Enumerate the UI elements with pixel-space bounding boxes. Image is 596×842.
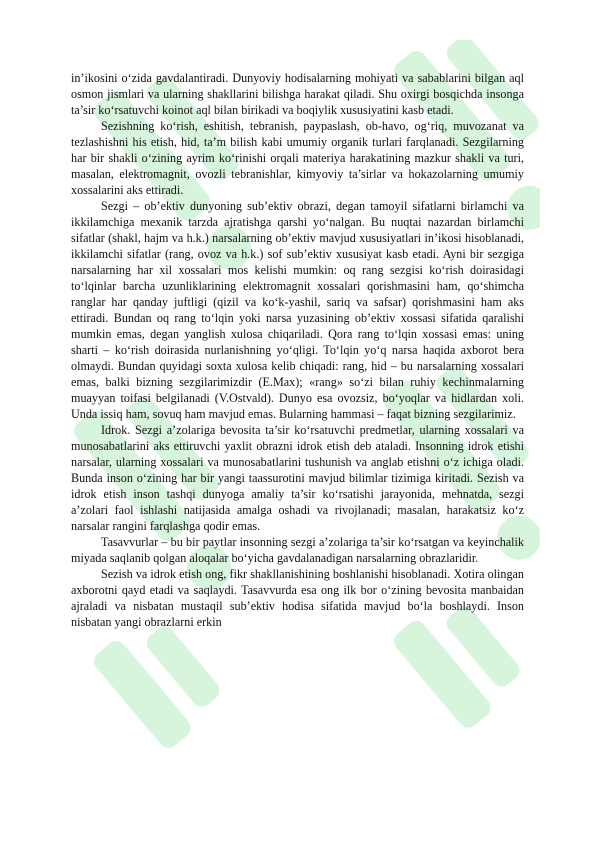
paragraph-representations: Tasavvurlar – bu bir paytlar insonning sezgi a’zolariga ta’sir ko‘rsatgan va keyinchalik miyada saqlanib qolgan aloqalar bo‘yicha gavdalanadigan narsalarning obrazlaridir. (71, 535, 524, 565)
document-body (71, 70, 524, 630)
paragraph-sensation-image: Sezgi – ob’ektiv dunyoning sub’ektiv obrazi, degan tamoyil sifatlarni birlamchi va ikkilamchiga mexanik tarzda ajratishga qarshi yo‘nalgan. Bu nuqtai nazardan birlamchi sifatlar (shakl, hajm va h.k.) narsalarning ob’ektiv mavjud xususiyatlari in’ikosi hisoblanadi, ikkilamchi sifatlar (rang, ovoz va h.k.) sof sub’ektiv xususiyat kasb etadi. Ayni bir sezgiga narsalarning har xil xossalari mos kelishi mumkin: oq rang sezgisi ko‘rish doirasidagi to‘lqinlar barcha uzunliklarining elektromagnit xossalari qorishmasini ham, qo‘shimcha ranglar har qanday juftligi (qizil va ko‘k-yashil, sariq va safsar) qorishmasini ham aks ettiradi. Bundan oq rang to‘lqin yoki narsa yuzasining ob’ektiv xossasi sifatida qaralishi mumkin emas, degan yanglish xulosa chiqariladi. Qora rang to‘lqin xossasi emas: uning sharti – ko‘rish doirasida nurlanishning yo‘qligi. To‘lqin yo‘q narsa haqida axborot bera olmaydi. Bundan quyidagi soxta xulosa kelib chiqadi: rang, hid – bu narsalarning xossalari emas, balki bizning sezgilarimizdir (E.Max); «rang» so‘zi bilan ruhiy kechinmalarning muayyan toifasi belgilanadi (V.Ostvald). Dunyo esa ovozsiz, bo‘yoqlar va hidlardan xoli. Unda issiq ham, sovuq ham mavjud emas. Bularning hammasi – faqat bizning sezgilarimiz. (71, 199, 524, 421)
paragraph-perception: Idrok. Sezgi a’zolariga bevosita ta’sir ko‘rsatuvchi predmetlar, ularning xossalari va munosabatlarini aks ettiruvchi yaxlit obrazni idrok etish deb ataladi. Insonning idrok etishi narsalar, ularning xossalari va munosabatlarini tushunish va anglab etishni o‘z ichiga oladi. Bunda inson o‘zining har bir yangi taassurotini mavjud bilimlar tizimiga kiritadi. Sezish va idrok etish inson tashqi dunyoga amaliy ta’sir ko‘rsatishi jarayonida, mehnatda, sezgi a’zolari faol ishlashi natijasida amalga oshadi va rivojlanadi; masalan, harakatsiz ko‘z narsalar rangini farqlashga qodir emas. (71, 423, 524, 533)
paragraph-sensation-types: Sezishning ko‘rish, eshitish, tebranish, paypaslash, ob-havo, og‘riq, muvozanat va tezlashishni his etish, hid, ta’m bilish kabi umumiy organik turlari farqlanadi. Sezgilarning har bir shakli o‘zining ayrim ko‘rinishi orqali materiya harakatining mazkur shakli va turi, masalan, elektromagnit, ovozli tebranishlar, kimyoviy ta’sirlar va hokazolarning umumiy xossalarini aks ettiradi. (71, 119, 524, 197)
paragraph-consciousness: Sezish va idrok etish ong, fikr shakllanishining boshlanishi hisoblanadi. Xotira olingan axborotni qayd etadi va saqlaydi. Tasavvurda esa ong ilk bor o‘zining bevosita manbaidan ajraladi va nisbatan mustaqil sub’ektiv hodisa sifatida mavjud bo‘la boshlaydi. Inson nisbatan yangi obrazlarni erkin (71, 567, 524, 629)
paragraph-continuation: in’ikosini o‘zida gavdalantiradi. Dunyoviy hodisalarning mohiyati va sabablarini bilgan aql osmon jismlari va ularning shakllarini bilishga harakat qiladi. Shu oxirgi bosqichda insonga ta’sir ko‘rsatuvchi koinot aql bilan birikadi va boqiylik xususiyatini kasb etadi. (71, 71, 524, 117)
